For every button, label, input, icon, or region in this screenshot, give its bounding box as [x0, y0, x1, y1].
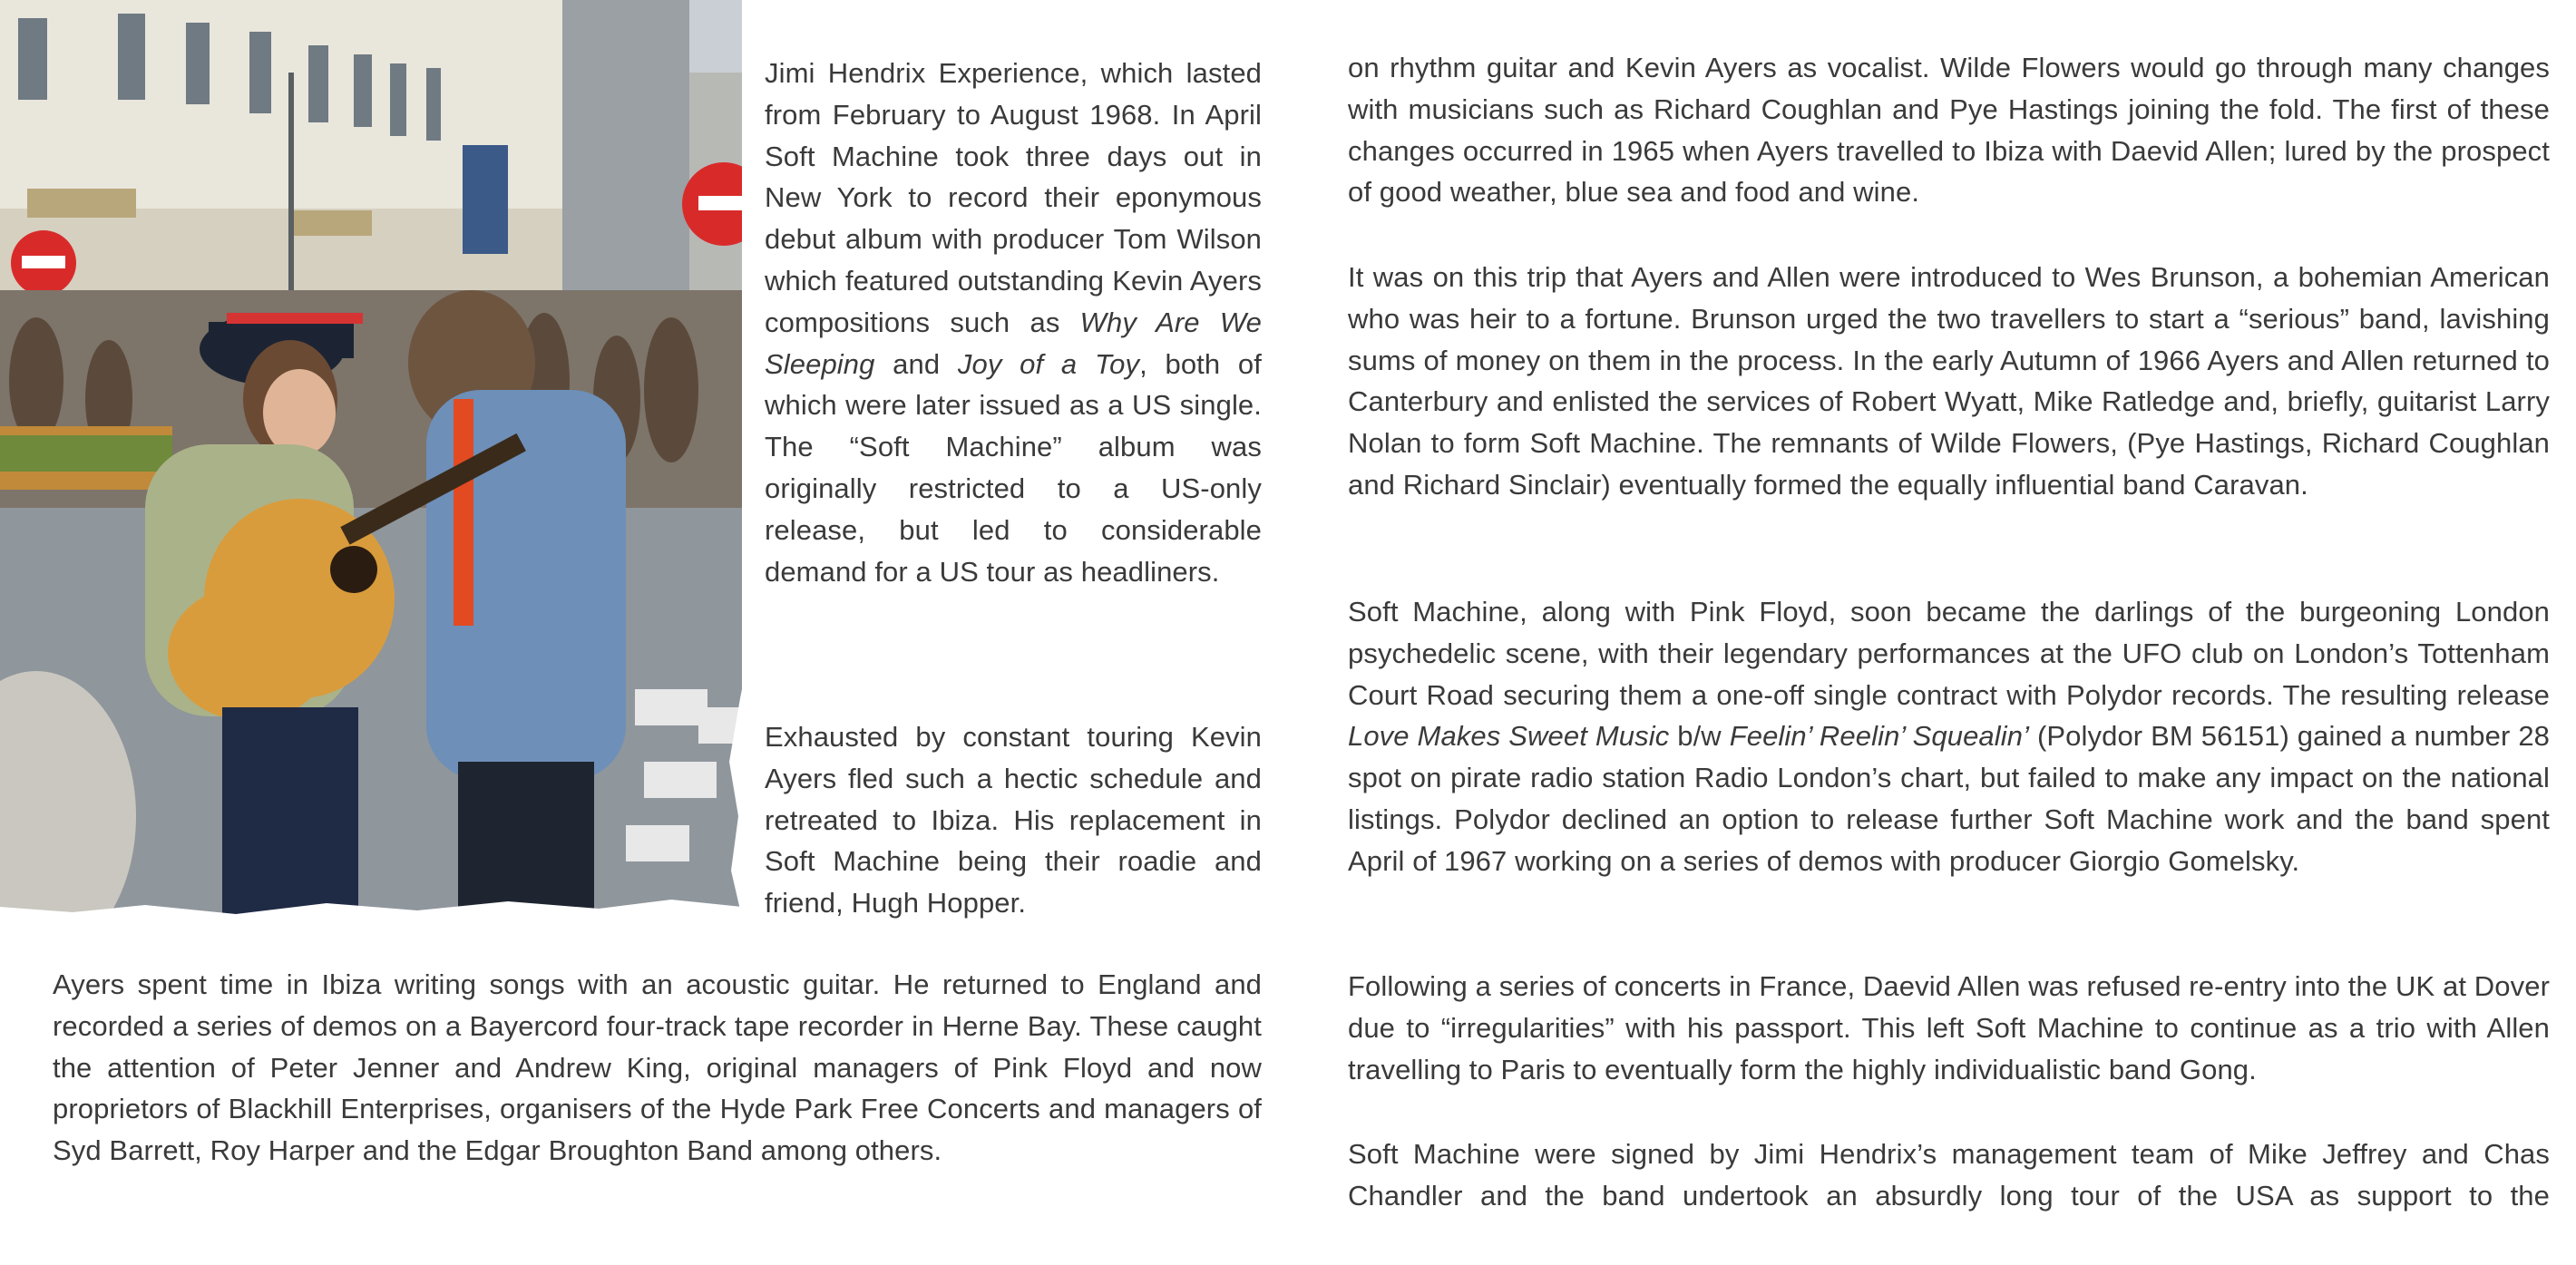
intro-text-2: , both of which were later issued as a US single. The “Soft Machine” album was originally restricted to a US-only release, but led to considerable demand for a US tour as headliners.: [765, 347, 1262, 588]
polydor-text-2: (Polydor BM 56151) gained a number 28 spot on pirate radio station Radio London’s chart, but failed to make any impact on the national listings. Polydor declined an option to release further Soft Machine work and the band spent April of 1967 working on a series of demos with producer Giorgio Gomelsky.: [1348, 720, 2550, 877]
paragraph-exhausted: Exhausted by constant touring Kevin Ayers fled such a hectic schedule and retreated to Ibiza. His replacement in Soft Machine being their roadie and friend, Hugh Hopper.: [765, 721, 1262, 920]
paragraph-hendrix-management: Soft Machine were signed by Jimi Hendrix’s management team of Mike Jeffrey and Chas Chandler and the band undertook an absurdly long tour of the USA as support to the: [1348, 1138, 2550, 1211]
street-photo: [0, 0, 742, 918]
intro-and: and: [874, 347, 958, 380]
street-photo-illustration: [0, 0, 742, 918]
paragraph-polydor-single: [1348, 591, 2550, 882]
paragraph-ibiza-demos: Ayers spent time in Ibiza writing songs with an acoustic guitar. He returned to England and recorded a series of demos on a Bayercord four-track tape recorder in Herne Bay. These caught the attention of Peter Jenner and Andrew King, original managers of Pink Floyd and now proprietors of Blackhill Enterprises, organisers of the Hyde Park Free Concerts and managers of Syd Barrett, Roy Harper and the Edgar Broughton Band among others.: [53, 968, 1262, 1167]
title-joy-of-a-toy: Joy of a Toy: [957, 347, 1140, 380]
title-feelin-reelin-squealin: Feelin’ Reelin’ Squealin’: [1729, 720, 2030, 753]
polydor-text-1: Soft Machine, along with Pink Floyd, soon became the darlings of the burgeoning London psychedelic scene, with their legendary performances at the UFO club on London’s Tottenham Court Road securing them a one-off single contract with Polydor records. The resulting release: [1348, 596, 2550, 711]
paragraph-hendrix-tour: [765, 53, 1262, 592]
title-why-are-we-sleeping: Why Are We Sleeping: [765, 306, 1262, 380]
paragraph-wes-brunson: It was on this trip that Ayers and Allen were introduced to Wes Brunson, a bohemian American who was heir to a fortune. Brunson urged the two travellers to start a “serious” band, lavishing sums of money on them in the process. In the early Autumn of 1966 Ayers and Allen returned to Canterbury and enlisted the services of Robert Wyatt, Mike Ratledge and, briefly, guitarist Larry Nolan to form Soft Machine. The remnants of Wilde Flowers, (Pye Hastings, Richard Coughlan and Richard Sinclair) eventually formed the equally influential band Caravan.: [1348, 261, 2550, 501]
paragraph-wilde-flowers: on rhythm guitar and Kevin Ayers as vocalist. Wilde Flowers would go through many changes with musicians such as Richard Coughlan and Pye Hastings joining the fold. The first of these changes occurred in 1965 when Ayers travelled to Ibiza with Daevid Allen; lured by the prospect of good weather, blue sea and food and wine.: [1348, 52, 2550, 209]
intro-text-1: Jimi Hendrix Experience, which lasted from February to August 1968. In April Soft Machine took three days out in New York to record their eponymous debut album with producer Tom Wilson which featured outstanding Kevin Ayers compositions such as: [765, 57, 1262, 338]
title-love-makes-sweet-music: Love Makes Sweet Music: [1348, 720, 1670, 753]
polydor-bw: b/w: [1669, 720, 1730, 753]
paragraph-france-gong: Following a series of concerts in France, Daevid Allen was refused re-entry into the UK at Dover due to “irregularities” with his passport. This left Soft Machine to continue as a trio with Allen travelling to Paris to eventually form the highly individualistic band Gong.: [1348, 970, 2550, 1085]
